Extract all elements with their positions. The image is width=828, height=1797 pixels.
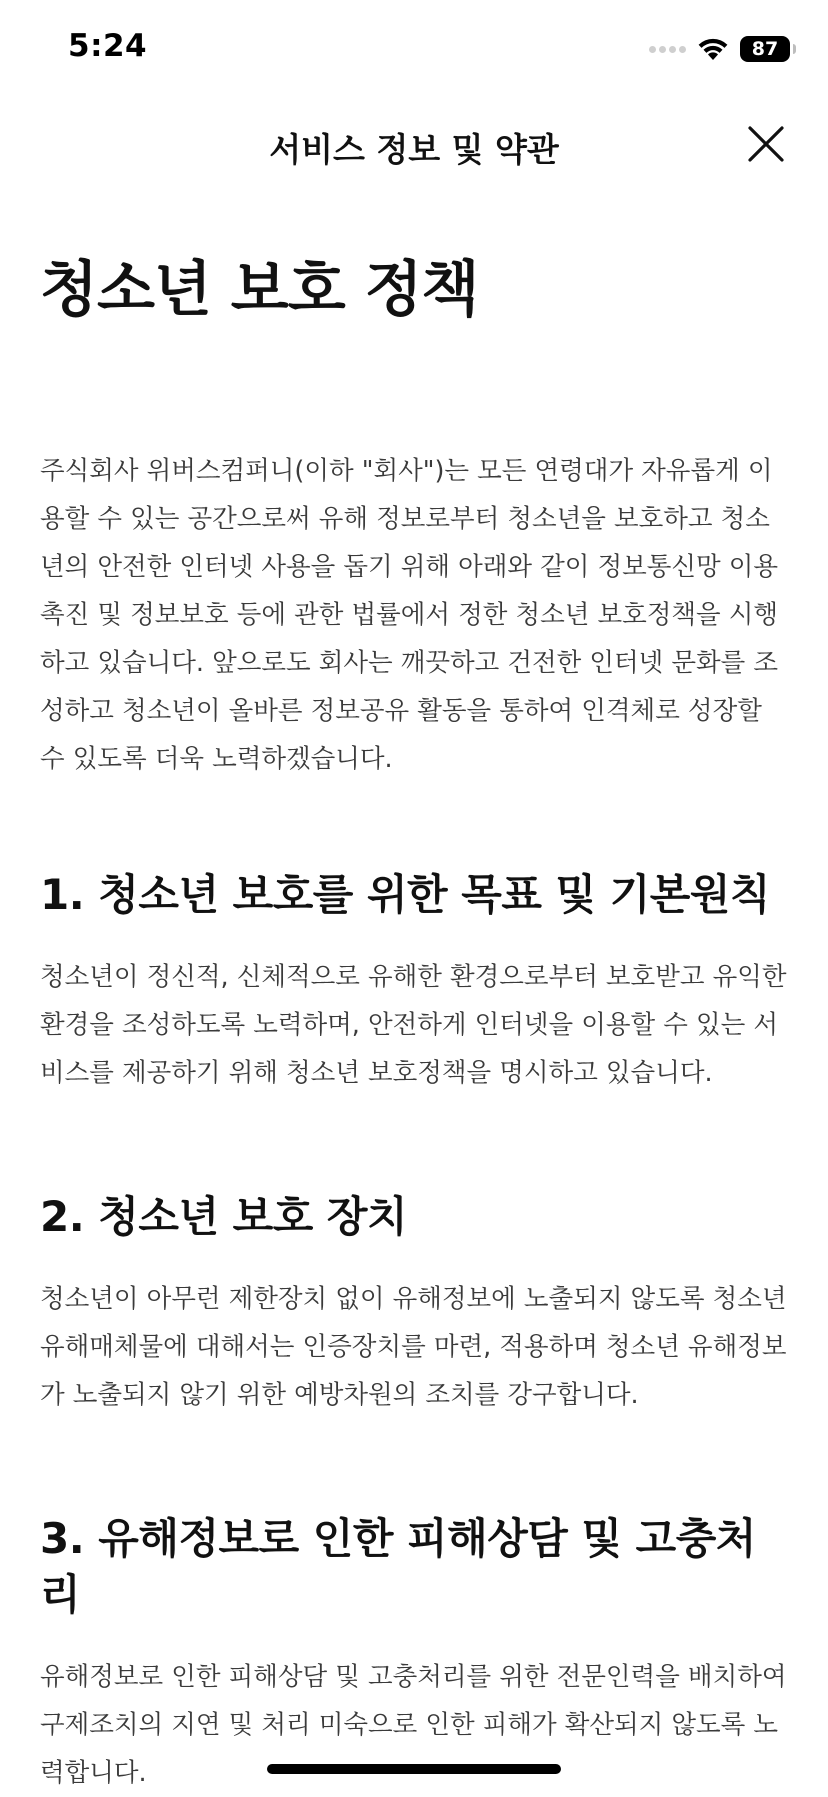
section-heading: 2. 청소년 보호 장치 (40, 1192, 408, 1241)
section-goals (40, 867, 790, 1097)
status-bar (0, 0, 828, 96)
section-body: 청소년이 아무런 제한장치 없이 유해정보에 노출되지 않도록 청소년 유해매체물에 대해서는 인증장치를 마련, 적용하며 청소년 유해정보가 노출되지 않기 위한 예방차원의 조치를 강구합니다. (40, 1284, 787, 1410)
section-heading: 3. 유해정보로 인한 피해상담 및 고충처리 (40, 1514, 756, 1619)
section-heading: 1. 청소년 보호를 위한 목표 및 기본원칙 (40, 870, 770, 919)
home-indicator[interactable] (267, 1764, 561, 1774)
battery-icon (740, 36, 790, 62)
page-title: 청소년 보호 정책 (40, 255, 479, 325)
status-icons (649, 34, 790, 64)
section-body: 유해정보로 인한 피해상담 및 고충처리를 위한 전문인력을 배치하여 구제조치의 지연 및 처리 미숙으로 인한 피해가 확산되지 않도록 노력합니다. (40, 1662, 787, 1788)
wifi-icon (696, 36, 730, 62)
close-icon (746, 124, 786, 164)
battery-level: 87 (751, 38, 779, 60)
section-damage-counseling (40, 1511, 790, 1797)
section-body: 청소년이 정신적, 신체적으로 유해한 환경으로부터 보호받고 유익한 환경을 조성하도록 노력하며, 안전하게 인터넷을 이용할 수 있는 서비스를 제공하기 위해 청소년 보호정책을 명시하고 있습니다. (40, 962, 787, 1088)
status-time: 5:24 (68, 28, 148, 64)
intro-paragraph: 주식회사 위버스컴퍼니(이하 "회사")는 모든 연령대가 자유롭게 이용할 수 있는 공간으로써 유해 정보로부터 청소년을 보호하고 청소년의 안전한 인터넷 사용을 돕기 위해 아래와 같이 정보통신망 이용촉진 및 정보보호 등에 관한 법률에서 정한 청소년 보호정책을 시행하고 있습니다. 앞으로도 회사는 깨끗하고 건전한 인터넷 문화를 조성하고 청소년이 올바른 정보공유 활동을 통하여 인격체로 성장할 수 있도록 더욱 노력하겠습니다. (40, 456, 779, 774)
header-title: 서비스 정보 및 약관 (269, 130, 559, 169)
section-protection-devices (40, 1189, 790, 1419)
policy-content (40, 250, 790, 1797)
signal-dots-icon (649, 46, 686, 53)
modal-header (0, 96, 828, 192)
close-button[interactable] (738, 116, 794, 172)
